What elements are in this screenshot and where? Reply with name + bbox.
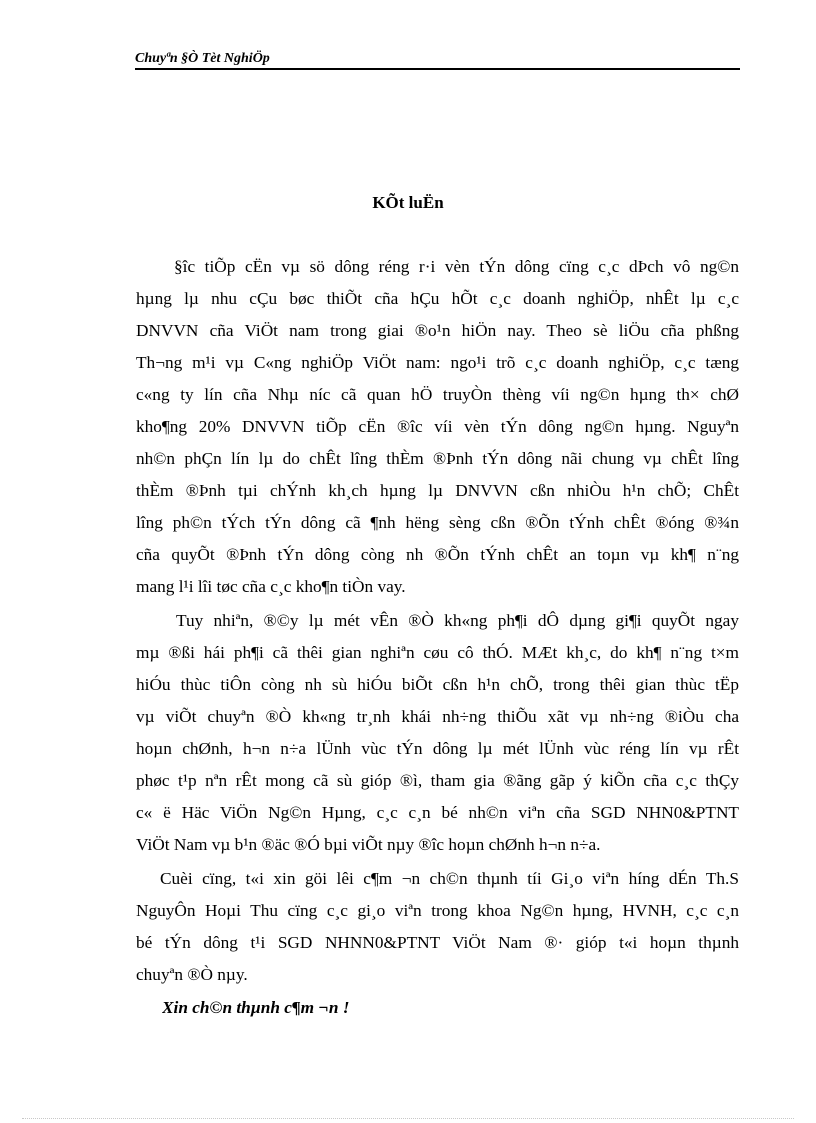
paragraph-line: DNVVN cña ViÖt nam trong giai ®o¹n hiÖn nay. Theo sè liÖu cña phßng — [136, 321, 739, 340]
footer-divider — [22, 1118, 794, 1119]
paragraph-line: mµ ®ßi hái ph¶i cã thêi gian nghiªn cøu cô thÓ. MÆt kh¸c, do kh¶ n¨ng t×m — [136, 643, 739, 662]
paragraph-line: kho¶ng 20% DNVVN tiÕp cËn ®îc víi vèn tÝn dông ng©n hµng. Nguyªn — [136, 417, 739, 436]
paragraph-line: phøc t¹p nªn rÊt mong cã sù gióp ®ì, tham gia ®ãng gãp ý kiÕn cña c¸c thÇy — [136, 771, 739, 790]
paragraph-line: nh©n phÇn lín lµ do chÊt lîng thÈm ®Þnh tÝn dông nãi chung vµ chÊt lîng — [136, 449, 739, 468]
paragraph-line: NguyÔn Hoµi Thu cïng c¸c gi¸o viªn trong khoa Ng©n hµng, HVNH, c¸c c¸n — [136, 901, 739, 920]
paragraph-line: Th¬ng m¹i vµ C«ng nghiÖp ViÖt nam: ngo¹i trõ c¸c doanh nghiÖp, c¸c tæng — [136, 353, 739, 372]
page-header — [135, 49, 740, 70]
paragraph-line: c« ë Häc ViÖn Ng©n Hµng, c¸c c¸n bé nh©n viªn cña SGD NHN0&PTNT — [136, 803, 739, 822]
paragraph-line: c«ng ty lín cña Nhµ níc cã quan hÖ truyÒn thèng víi ng©n hµng th× chØ — [136, 385, 739, 404]
closing-line: Xin ch©n thµnh c¶m ¬n ! — [162, 998, 350, 1017]
header-title: Chuyªn §Ò Tèt NghiÖp — [135, 51, 270, 66]
paragraph-line: chuyªn ®Ò nµy. — [136, 965, 248, 984]
paragraph-line: thÈm ®Þnh tµi chÝnh kh¸ch hµng lµ DNVVN cßn nhiÒu h¹n chÕ; ChÊt — [136, 481, 739, 500]
paragraph-line: hoµn chØnh, h¬n n÷a lÜnh vùc tÝn dông lµ mét lÜnh vùc réng lín vµ rÊt — [136, 739, 739, 758]
paragraph-line: §îc tiÕp cËn vµ sö dông réng r·i vèn tÝn dông cïng c¸c dÞch vô ng©n — [174, 257, 739, 276]
paragraph-line: ViÖt Nam vµ b¹n ®äc ®Ó bµi viÕt nµy ®îc hoµn chØnh h¬n n÷a. — [136, 835, 601, 854]
paragraph-line: Tuy nhiªn, ®©y lµ mét vÊn ®Ò kh«ng ph¶i dÔ dµng gi¶i quyÕt ngay — [176, 611, 739, 630]
paragraph-line: hiÓu thùc tiÔn còng nh sù hiÓu biÕt cßn h¹n chÕ, trong thêi gian thùc tËp — [136, 675, 739, 694]
paragraph-line: mang l¹i lîi tøc cña c¸c kho¶n tiÒn vay. — [136, 577, 406, 596]
paragraph-line: bé tÝn dông t¹i SGD NHNN0&PTNT ViÖt Nam ®· gióp t«i hoµn thµnh — [136, 933, 739, 952]
paragraph-line: hµng lµ nhu cÇu bøc thiÕt cña hÇu hÕt c¸c doanh nghiÖp, nhÊt lµ c¸c — [136, 289, 739, 308]
paragraph-line: Cuèi cïng, t«i xin göi lêi c¶m ¬n ch©n thµnh tíi Gi¸o viªn híng dÉn Th.S — [160, 869, 739, 888]
paragraph-line: lîng ph©n tÝch tÝn dông cã ¶nh hëng sèng cßn ®Õn tÝnh chÊt ®óng ®¾n — [136, 513, 739, 532]
section-title: KÕt luËn — [372, 193, 444, 212]
paragraph-line: vµ viÕt chuyªn ®Ò kh«ng tr¸nh khái nh÷ng thiÕu xãt vµ nh÷ng ®iÒu cha — [136, 707, 739, 726]
paragraph-line: cña quyÕt ®Þnh tÝn dông còng nh ®Õn tÝnh chÊt an toµn vµ kh¶ n¨ng — [136, 545, 739, 564]
